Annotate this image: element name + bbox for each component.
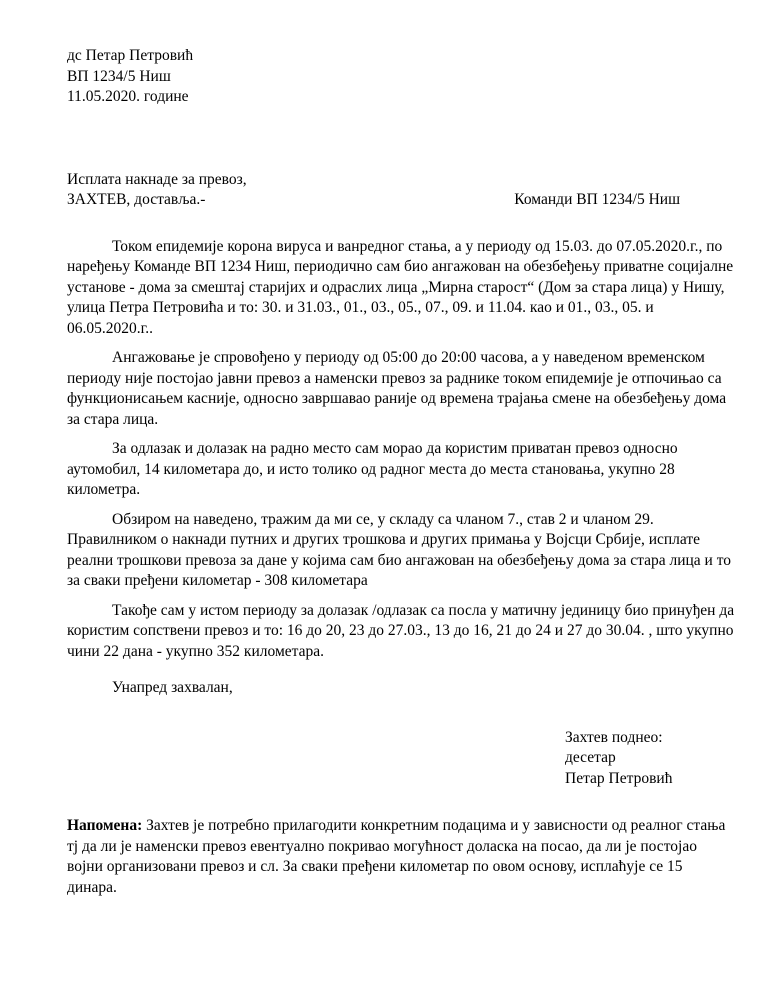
- closing-line: Унапред захвалан,: [112, 679, 233, 696]
- body-paragraph: Ангажовање је спровођено у периоду од 05:00 до 20:00 часова, а у наведеном временском периоду није постојао јавни превоз а наменски превоз за раднике током епидемије је отпочињао са функционисањем касније, односно завршавао раније од времена трајања смене на обезбеђењу дома за стара лица.: [67, 349, 727, 428]
- subject-line: Исплата накнаде за превоз,: [67, 170, 247, 188]
- body-paragraph: Током епидемије корона вируса и ванредног стања, а у периоду од 15.03. до 07.05.2020.г., по наређењу Команде ВП 1234 Ниш, периодично сам био ангажован на обезбеђењу приватне социјалне установе - дома за смештај старијих и одраслих лица „Мирна старост“ (Дом за стара лица) у Нишу, улица Петра Петровића и то: 30. и 31.03., 01., 03., 05., 07., 09. и 11.04. као и 01., 03., 05. и 06.05.2020.г..: [67, 237, 734, 337]
- signature-label: Захтев поднео:: [565, 728, 663, 746]
- note-label: Напомена:: [67, 817, 143, 834]
- sender-unit-line: ВП 1234/5 Ниш: [67, 67, 171, 85]
- document-body: [67, 237, 735, 663]
- body-paragraph: За одлазак и долазак на радно место сам морао да користим приватан превоз односно аутомобил, 14 километара до, и исто толико од радног места до места становања, укупно 28 километра.: [67, 440, 678, 498]
- signature-name: Петар Петровић: [565, 769, 673, 787]
- signature-block: [565, 728, 735, 790]
- sender-header: [67, 46, 735, 108]
- body-paragraph: Обзиром на наведено, тражим да ми се, у складу са чланом 7., став 2 и чланом 29. Правилником о накнади путних и других трошкова и других примања у Војсци Србије, исплате реални трошкови превоза за дане у којима сам био ангажован на обезбеђењу дома за стара лица и то за сваки пређени километар - 308 километара: [67, 510, 732, 589]
- note-paragraph: [67, 816, 735, 898]
- subject-row: [67, 190, 735, 211]
- request-title: ЗАХТЕВ, доставља.-: [67, 191, 206, 208]
- note-text: Захтев је потребно прилагодити конкретним подацима и у зависности од реалног стања тј да ли је наменски превоз евентуално покривао могућност доласка на посао, да ли је постојао војни организовани превоз и сл. За сваки пређени километар по овом основу, исплаћује се 15 динара.: [67, 817, 726, 896]
- sender-name-line: дс Петар Петровић: [67, 47, 194, 64]
- subject-block: [67, 170, 735, 211]
- signature-rank: десетар: [565, 749, 616, 766]
- body-paragraph: Такође сам у истом периоду за долазак /одлазак са посла у матичну јединицу био принуђен да користим сопствени превоз и то: 16 до 20, 23 до 27.03., 13 до 16, 21 до 24 и 27 до 30.04. , што укупно чини 22 дана - укупно 352 километара.: [67, 601, 735, 660]
- sender-date-line: 11.05.2020. године: [67, 88, 189, 105]
- recipient-address: Команди ВП 1234/5 Ниш: [514, 191, 680, 208]
